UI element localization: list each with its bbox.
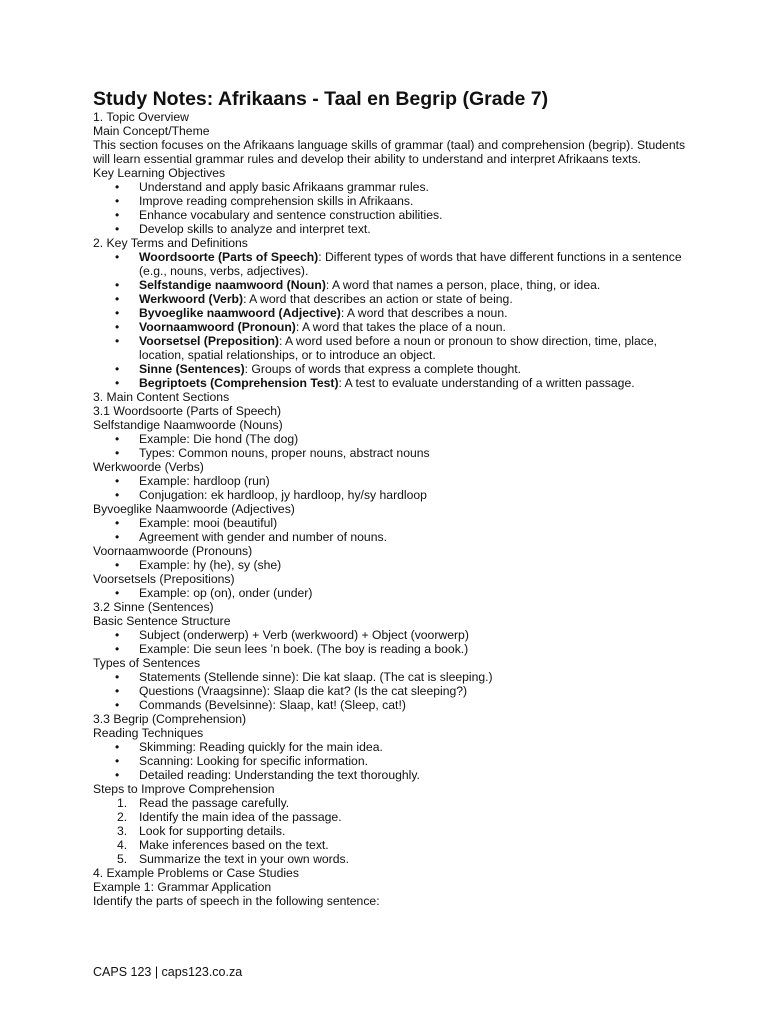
term-name: Selfstandige naamwoord (Noun) [139, 278, 326, 292]
list-item: • Subject (onderwerp) + Verb (werkwoord) + Object (voorwerp) [93, 628, 693, 642]
subheading: Main Concept/Theme [93, 124, 210, 138]
list-item: Make inferences based on the text. [139, 838, 329, 852]
nouns-list [93, 432, 693, 460]
term-name: Woordsoorte (Parts of Speech) [139, 250, 319, 264]
term-name: Sinne (Sentences) [139, 362, 245, 376]
list-item: Summarize the text in your own words. [139, 852, 349, 866]
list-item: • Improve reading comprehension skills in Afrikaans. [93, 194, 693, 208]
term-definition: : Different types of words that have different functions in a sentence (e.g., nouns, verbs, adjectives). [139, 250, 682, 278]
list-item: • Example: hy (he), sy (she) [93, 558, 693, 572]
term-name: Byvoeglike naamwoord (Adjective) [139, 306, 341, 320]
list-item: • Scanning: Looking for specific information. [93, 754, 693, 768]
example-text: Identify the parts of speech in the following sentence: [93, 894, 380, 908]
list-item: • Understand and apply basic Afrikaans grammar rules. [93, 180, 693, 194]
list-item: • Conjugation: ek hardloop, jy hardloop, hy/sy hardloop [93, 488, 693, 502]
subsection-heading: 3.1 Woordsoorte (Parts of Speech) [93, 404, 282, 418]
term-definition: : A test to evaluate understanding of a written passage. [338, 376, 635, 390]
terms-list [93, 250, 693, 390]
term-name: Werkwoord (Verb) [139, 292, 244, 306]
subsection-heading: 3.3 Begrip (Comprehension) [93, 712, 247, 726]
list-item: Look for supporting details. [139, 824, 286, 838]
document-body [93, 88, 693, 908]
term-item [93, 334, 693, 362]
sentence-types-list [93, 670, 693, 712]
steps-list [93, 796, 693, 866]
term-item [93, 306, 693, 320]
list-item: • Example: mooi (beautiful) [93, 516, 693, 530]
list-item: • Types: Common nouns, proper nouns, abstract nouns [93, 446, 693, 460]
term-definition: : A word that takes the place of a noun. [295, 320, 506, 334]
list-item: Read the passage carefully. [139, 796, 290, 810]
pronouns-list [93, 558, 693, 572]
list-item: • Questions (Vraagsinne): Slaap die kat? (Is the cat sleeping?) [93, 684, 693, 698]
list-item: • Example: op (on), onder (under) [93, 586, 693, 600]
objectives-list [93, 180, 693, 236]
term-definition: : A word that describes a noun. [340, 306, 508, 320]
list-item: • Detailed reading: Understanding the text thoroughly. [93, 768, 693, 782]
subheading: Basic Sentence Structure [93, 614, 231, 628]
term-name: Begriptoets (Comprehension Test) [139, 376, 339, 390]
list-item: • Develop skills to analyze and interpret text. [93, 222, 693, 236]
subheading: Steps to Improve Comprehension [93, 782, 275, 796]
list-item: Identify the main idea of the passage. [139, 810, 342, 824]
adjectives-list [93, 516, 693, 544]
term-item [93, 362, 693, 376]
subheading: Selfstandige Naamwoorde (Nouns) [93, 418, 283, 432]
subheading: Reading Techniques [93, 726, 204, 740]
subheading: Byvoeglike Naamwoorde (Adjectives) [93, 502, 295, 516]
intro-paragraph: This section focuses on the Afrikaans language skills of grammar (taal) and comprehension (begrip). Students will learn essential grammar rules and develop their ability to understand and interpret Afrikaans texts. [93, 138, 686, 166]
list-item: • Commands (Bevelsinne): Slaap, kat! (Sleep, cat!) [93, 698, 693, 712]
subheading: Example 1: Grammar Application [93, 880, 272, 894]
term-definition: : Groups of words that express a complete thought. [244, 362, 522, 376]
section-heading: 1. Topic Overview [93, 110, 189, 124]
section-heading: 3. Main Content Sections [93, 390, 230, 404]
list-item: • Example: Die seun lees ’n boek. (The boy is reading a book.) [93, 642, 693, 656]
subheading: Key Learning Objectives [93, 166, 226, 180]
term-definition: : A word that describes an action or state of being. [243, 292, 513, 306]
list-item: • Statements (Stellende sinne): Die kat slaap. (The cat is sleeping.) [93, 670, 693, 684]
term-item [93, 376, 693, 390]
list-item: • Skimming: Reading quickly for the main idea. [93, 740, 693, 754]
list-item: • Example: Die hond (The dog) [93, 432, 693, 446]
subheading: Voornaamwoorde (Pronouns) [93, 544, 253, 558]
reading-techniques-list [93, 740, 693, 782]
list-item: • Example: hardloop (run) [93, 474, 693, 488]
term-definition: : A word that names a person, place, thing, or idea. [325, 278, 601, 292]
subheading: Werkwoorde (Verbs) [93, 460, 204, 474]
page-title: Study Notes: Afrikaans - Taal en Begrip (Grade 7) [93, 88, 549, 110]
term-name: Voorsetsel (Preposition) [139, 334, 279, 348]
term-item [93, 278, 693, 292]
subheading: Voorsetsels (Prepositions) [93, 572, 235, 586]
term-item [93, 320, 693, 334]
subheading: Types of Sentences [93, 656, 201, 670]
subsection-heading: 3.2 Sinne (Sentences) [93, 600, 214, 614]
section-heading: 4. Example Problems or Case Studies [93, 866, 299, 880]
list-item: • Agreement with gender and number of nouns. [93, 530, 693, 544]
verbs-list [93, 474, 693, 502]
term-definition: : A word used before a noun or pronoun to show direction, time, place, location, spatial relationships, or to introduce an object. [139, 334, 657, 362]
term-name: Voornaamwoord (Pronoun) [139, 320, 296, 334]
list-item: • Enhance vocabulary and sentence construction abilities. [93, 208, 693, 222]
term-item [93, 250, 693, 278]
structure-list [93, 628, 693, 656]
section-heading: 2. Key Terms and Definitions [93, 236, 248, 250]
prepositions-list [93, 586, 693, 600]
term-item [93, 292, 693, 306]
page-footer: CAPS 123 | caps123.co.za [93, 965, 243, 979]
